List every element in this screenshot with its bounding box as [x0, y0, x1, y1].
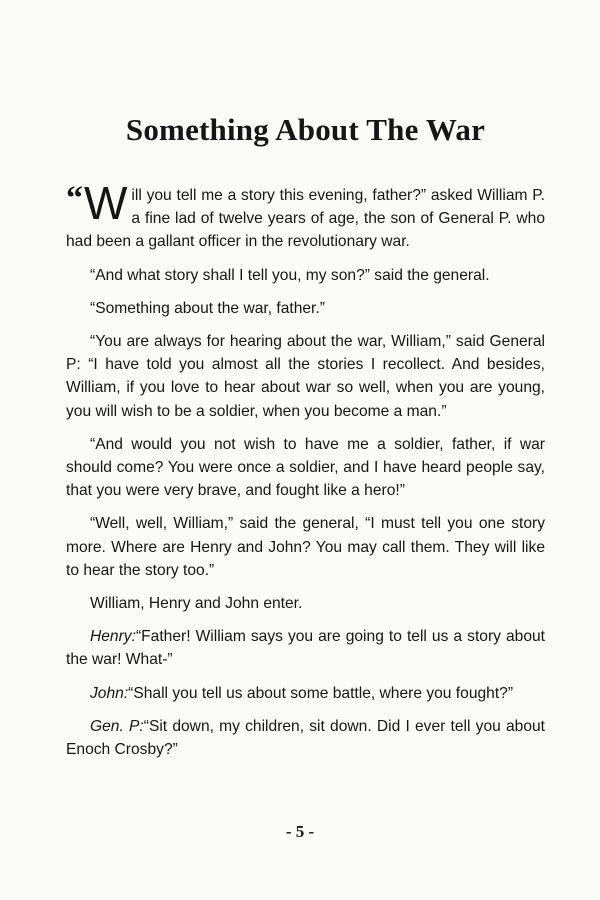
- chapter-body: [66, 177, 546, 761]
- dialogue-text: “Father! William says you are going to tell us a story about the war! What-”: [66, 628, 545, 669]
- opening-paragraph: [66, 177, 545, 254]
- opening-text: ill you tell me a story this evening, father?” asked William P. a fine lad of twelve years of age, the son of General P. who had been a gallant officer in the revolutionary war.: [66, 187, 545, 251]
- dialogue-line: [66, 682, 545, 705]
- paragraph: “And would you not wish to have me a soldier, father, if war should come? You were once a soldier, and I have heard people say, that you were very brave, and fought like a hero!”: [66, 435, 545, 500]
- dialogue-text: “Sit down, my children, sit down. Did I ever tell you about Enoch Crosby?”: [66, 717, 546, 759]
- chapter-title: Something About The War: [125, 112, 486, 147]
- drop-cap-block: [66, 177, 128, 229]
- paragraph: “You are always for hearing about the war, William,” said General P: “I have told you almost all the stories I recollect. And besides, William, if you love to hear about war so well, when you are young, you will wish to be a soldier, when you become a man.”: [66, 333, 545, 420]
- paragraph: “Well, well, William,” said the general, “I must tell you one story more. Where are Henry and John? You may call them. They will like to hear the story too.”: [66, 515, 545, 579]
- drop-cap-letter: W: [84, 177, 128, 229]
- speaker-label: Gen. P:: [90, 717, 144, 735]
- speaker-label: John:: [90, 684, 129, 702]
- paragraph: “Something about the war, father.”: [90, 299, 325, 317]
- stage-direction: William, Henry and John enter.: [90, 595, 303, 613]
- page-number: - 5 -: [285, 822, 315, 841]
- paragraph: “And what story shall I tell you, my son?” said the general.: [90, 266, 490, 284]
- dialogue-line: [66, 625, 545, 671]
- dialogue-line: [66, 715, 545, 761]
- speaker-label: Henry:: [90, 628, 136, 646]
- opening-quote-mark: “: [66, 180, 83, 217]
- dialogue-text: “Shall you tell us about some battle, where you fought?”: [128, 684, 514, 702]
